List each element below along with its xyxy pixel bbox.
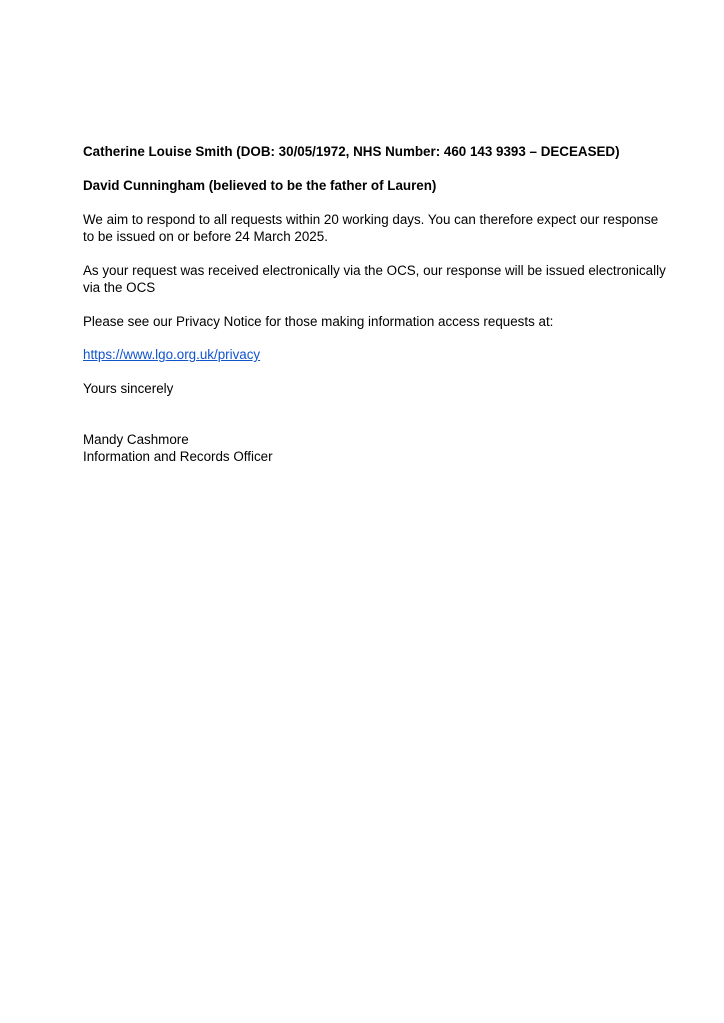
- signature-block: [83, 431, 671, 465]
- paragraph-response-timescale: We aim to respond to all requests within 20 working days. You can therefore expect our response to be issued on or before 24 March 2025.: [83, 211, 659, 244]
- subject-line-father: David Cunningham (believed to be the father of Lauren): [83, 177, 437, 193]
- closing-salutation: Yours sincerely: [83, 381, 174, 397]
- signature-name: Mandy Cashmore: [83, 431, 189, 447]
- subject-line-deceased: Catherine Louise Smith (DOB: 30/05/1972, NHS Number: 460 143 9393 – DECEASED): [83, 144, 620, 159]
- letter-body: [83, 143, 671, 465]
- paragraph-privacy-notice: Please see our Privacy Notice for those making information access requests at:: [83, 313, 554, 329]
- signature-job-title: Information and Records Officer: [83, 449, 273, 465]
- privacy-link-paragraph: [83, 346, 671, 363]
- paragraph-electronic-delivery: As your request was received electronically via the OCS, our response will be issued electronically via the OCS: [83, 262, 666, 295]
- privacy-notice-link[interactable]: https://www.lgo.org.uk/privacy: [83, 347, 261, 363]
